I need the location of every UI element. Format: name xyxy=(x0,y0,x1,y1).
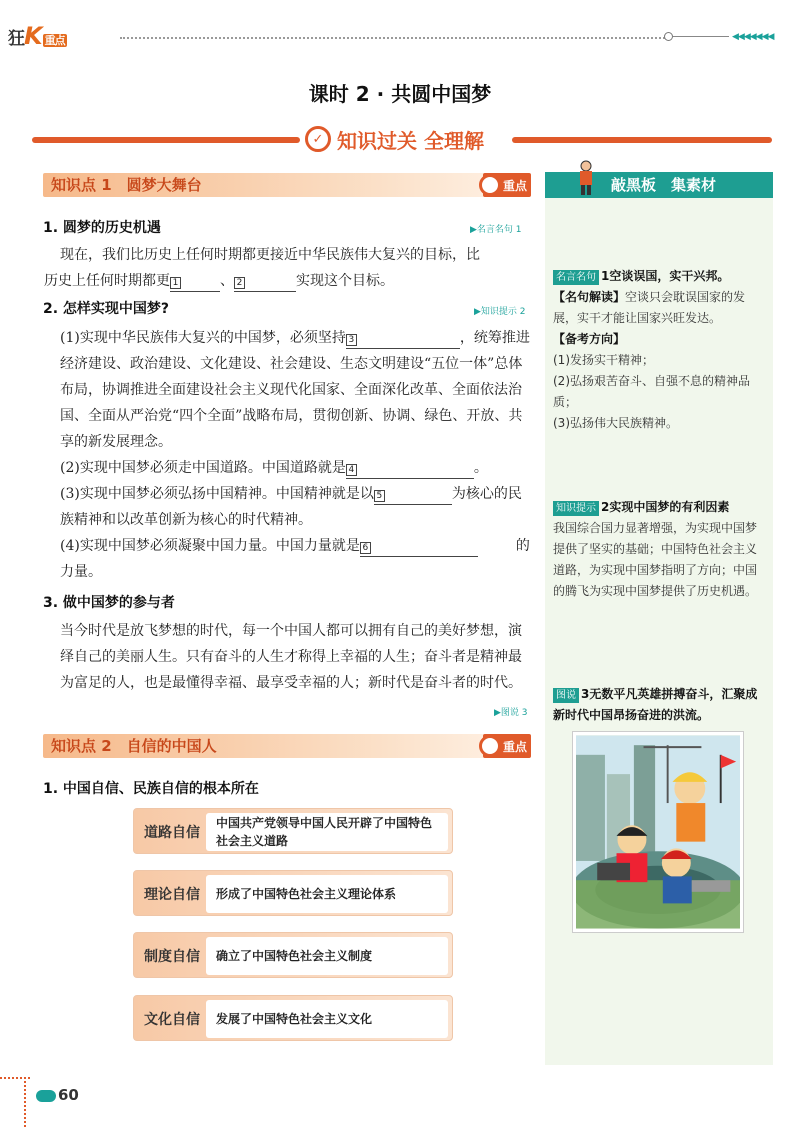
section-heading: 1. 中国自信、民族自信的根本所在 xyxy=(43,781,259,797)
header-circle-icon xyxy=(664,32,673,41)
header-arrows-icon: ◀◀◀◀◀◀◀ xyxy=(732,32,774,42)
sidebar-materials xyxy=(545,172,773,1065)
banner-bar-right xyxy=(512,137,772,143)
knowledge-point-2-header: 知识点 2 自信的中国人 重点 xyxy=(43,734,531,758)
confidence-row-culture: 文化自信 发展了中国特色社会主义文化 xyxy=(133,995,453,1041)
paragraph: 当今时代是放飞梦想的时代，每一个中国人都可以拥有自己的美好梦想，演绎自己的美丽人生。只有奋斗的人生才称得上幸福的人生；奋斗者是精神最为富足的人，也是最懂得幸福、最享受幸福的人；新时代是奋斗者的时代。 xyxy=(60,623,522,691)
confidence-row-system: 制度自信 确立了中国特色社会主义制度 xyxy=(133,932,453,978)
key-point-badge: 重点 xyxy=(483,173,531,197)
footer-dotted-line-vertical xyxy=(24,1077,26,1127)
header-dotted-line xyxy=(120,37,665,39)
teacher-icon xyxy=(575,160,597,196)
section-banner: ✓ 知识过关 全理解 xyxy=(305,123,510,155)
key-point-badge: 重点 xyxy=(483,734,531,758)
confidence-row-theory: 理论自信 形成了中国特色社会主义理论体系 xyxy=(133,870,453,916)
reference-link[interactable]: ▶知识提示 2 xyxy=(474,307,526,317)
page-number: 60 xyxy=(36,1086,79,1104)
knowledge-point-1-header: 知识点 1 圆梦大舞台 重点 xyxy=(43,173,531,197)
section-heading: 1. 圆梦的历史机遇 xyxy=(43,220,161,236)
runner-icon xyxy=(36,1090,56,1102)
section-heading: 3. 做中国梦的参与者 xyxy=(43,595,175,611)
reference-link[interactable]: ▶图说 3 xyxy=(494,708,528,718)
workers-illustration xyxy=(573,732,743,932)
fill-blank[interactable]: 5 xyxy=(374,489,452,505)
fill-blank[interactable]: 4 xyxy=(346,463,474,479)
knowledge-tip-block: 知识提示 2实现中国梦的有利因素 我国综合国力显著增强，为实现中国梦提供了坚实的基础；中国特色社会主义道路，为实现中国梦指明了方向；中国的腾飞为实现中国梦提供了历史机遇。 xyxy=(553,500,758,598)
banner-bar-left xyxy=(32,137,300,143)
lesson-title: 课时 2 ∙ 共圆中国梦 xyxy=(308,82,492,106)
fill-blank[interactable]: 6 xyxy=(360,541,478,557)
tip-tag: 知识提示 xyxy=(553,501,599,516)
quote-block: 名言名句 1空谈误国，实干兴邦。 【名句解读】空谈只会耽误国家的发展，实干才能让国家兴旺发达。 【备考方向】 (1)发扬实干精神； (2)弘扬艰苦奋斗、自强不息的精神品质； (3)弘扬伟大民族精神。 xyxy=(553,269,750,430)
section-heading: 2. 怎样实现中国梦? xyxy=(43,301,170,317)
paragraph: 现在，我们比历史上任何时期都更接近中华民族伟大复兴的目标，比 历史上任何时期都更 1 、 2 实现这个目标。 xyxy=(60,242,532,294)
fill-blank[interactable]: 2 xyxy=(234,276,296,292)
picture-note-block: 图说 3无数平凡英雄拼搏奋斗，汇聚成新时代中国昂扬奋进的洪流。 xyxy=(553,687,758,722)
paragraph: (1)实现中华民族伟大复兴的中国梦，必须坚持 3 ，统筹推进经济建设、政治建设、文化建设、社会建设、生态文明建设“五位一体”总体布局，协调推进全面建设社会主义现代化国家、全面深化改革、全面依法治国、全面从严治党“四个全面”战略布局，贯彻创新、协调、绿色、开放、共享的新发展理念。 (2)实现中国梦必须走中国道路。中国道路就是 4 。 (3)实现中国梦必须弘扬中国精神。中国精神就是以 5 为核心的民族精神和以改革创新为核心的时代精神。 (4)实现中国梦必须凝聚中国力量。中国力量就是 6 的力量。 xyxy=(60,330,530,580)
header-line xyxy=(673,36,729,37)
brand-logo: 狂K 重点 xyxy=(8,22,65,50)
target-icon xyxy=(479,174,501,196)
sidebar-title: 敲黑板 集素材 xyxy=(545,172,773,198)
confidence-row-road: 道路自信 中国共产党领导中国人民开辟了中国特色社会主义道路 xyxy=(133,808,453,854)
fill-blank[interactable]: 1 xyxy=(170,276,220,292)
picture-tag: 图说 xyxy=(553,688,579,703)
magnifier-icon: ✓ xyxy=(305,126,331,152)
fill-blank[interactable]: 3 xyxy=(346,333,460,349)
reference-link[interactable]: ▶名言名句 1 xyxy=(470,225,522,235)
target-icon xyxy=(479,735,501,757)
quote-tag: 名言名句 xyxy=(553,270,599,285)
